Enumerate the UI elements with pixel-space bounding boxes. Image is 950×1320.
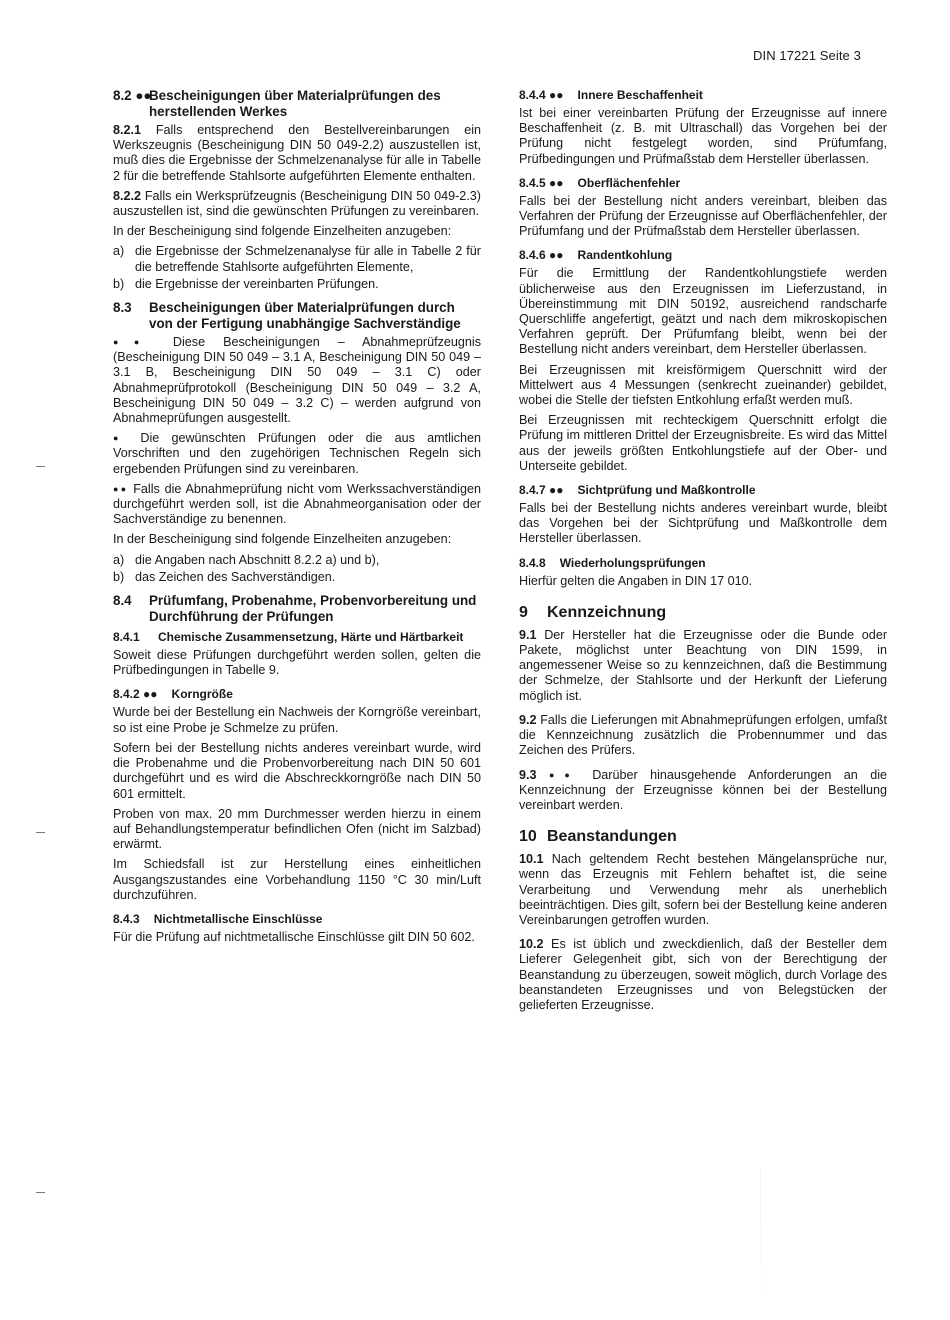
subsection-8-4-1-heading — [113, 630, 481, 645]
paragraph-number: 10.2 — [519, 937, 544, 952]
paragraph-text: In der Bescheinigung sind folgende Einzelheiten anzugeben: — [113, 224, 452, 239]
left-column — [113, 88, 481, 950]
subsection-number: 8.4.6 ●● — [519, 248, 564, 263]
subsection-title: Oberflächenfehler — [577, 175, 681, 190]
subsection-8-4-6-heading — [519, 248, 887, 263]
paragraph-text: Im Schiedsfall ist zur Herstellung eines einheitlichen Ausgangszustandes eine Vorbehandlung 1150 °C 30 min/Luft durchzuführen. — [113, 857, 481, 902]
paragraph-8-3-a — [113, 335, 481, 426]
paragraph-text: Falls die Lieferungen mit Abnahmeprüfungen erfolgen, umfaßt die Kennzeichnung zusätzlich die Probennummer und das Zeichen des Prüfers. — [519, 712, 888, 758]
list-text: das Zeichen des Sachverständigen. — [135, 569, 336, 584]
list-text: die Ergebnisse der Schmelzenanalyse für alle in Tabelle 2 für die betreffende Stahlsorte aufgeführten Elemente, — [135, 244, 481, 274]
section-number: 8.2 ●● — [113, 88, 152, 103]
subsection-title: Nichtmetallische Einschlüsse — [153, 911, 323, 926]
paragraph-text: Sofern bei der Bestellung nichts anderes vereinbart wurde, wird die Probenahme und die Probenvorbereitung nach DIN 50 601 durchgeführt und es wird die Abschreckkorngröße nach DIN 50 601 ermittelt. — [113, 740, 481, 801]
section-10-heading — [519, 827, 887, 847]
subsection-8-4-2-heading — [113, 687, 481, 702]
paragraph-number: 9.1 — [519, 627, 537, 642]
paragraph-10-1 — [519, 852, 887, 928]
margin-mark — [36, 832, 45, 833]
section-8-4-heading — [113, 593, 481, 625]
paragraph-text: In der Bescheinigung sind folgende Einzelheiten anzugeben: — [113, 532, 452, 547]
subsection-title: Korngröße — [171, 687, 233, 702]
paragraph-text: Die gewünschten Prüfungen oder die aus amtlichen Vorschriften und den zugehörigen Technischen Regeln sich ergebenden Prüfungen sind zu vereinbaren. — [113, 431, 481, 476]
list-marker: a) — [113, 552, 125, 567]
paragraph-text: Ist bei einer vereinbarten Prüfung der Erzeugnisse auf innere Beschaffenheit (z. B. mit Ultraschall) das Vorgehen bei der Prüfung nicht festgelegt worden, sind Prüfumfang, Prüfbedingungen und Prüfmaßstab dem Hersteller überlassen. — [519, 106, 887, 166]
section-8-2-heading — [113, 88, 481, 120]
list-marker: a) — [113, 244, 125, 259]
page-header: DIN 17221 Seite 3 — [753, 48, 861, 63]
scan-artifact — [760, 1170, 761, 1310]
subsection-number: 8.4.5 ●● — [519, 175, 564, 190]
section-title: Kennzeichnung — [547, 603, 667, 621]
paragraph-text: Für die Ermittlung der Randentkohlungstiefe werden üblicherweise aus den Erzeugnissen im Lieferzustand, in Übereinstimmung mit DIN 50192, ausreichend randscharfe Querschliffe angefertigt, geätzt und nach dem mikroskopischen Verfahren geprüft. Der Prüfumfang bleibt, wenn bei der Bestellung nicht anders vereinbart, dem Hersteller überlassen. — [519, 266, 887, 357]
paragraph-text: Falls ein Werksprüfzeugnis (Bescheinigung DIN 50 049-2.3) auszustellen ist, sind die gewünschten Prüfungen zu vereinbaren. — [113, 188, 482, 219]
section-9-heading — [519, 603, 887, 623]
list-item — [113, 570, 481, 585]
subsection-number: 8.4.3 — [113, 911, 140, 926]
subsection-title: Sichtprüfung und Maßkontrolle — [577, 483, 756, 498]
paragraph-text: Hierfür gelten die Angaben in DIN 17 010. — [519, 573, 753, 588]
section-number: 10 — [519, 828, 537, 846]
section-number: 8.4 — [113, 593, 132, 609]
paragraph-text: Falls entsprechend den Bestellvereinbarungen ein Werkszeugnis (Bescheinigung DIN 50 049-2.2) auszustellen ist, muß dies die Ergebnisse der Schmelzenanalyse für alle in Tabelle 2 für die betreffende Stahlsorte aufgeführten Elemente enthalten. — [113, 123, 482, 183]
marker-dots: ●● — [548, 769, 580, 780]
list-text: die Angaben nach Abschnitt 8.2.2 a) und b), — [135, 552, 380, 567]
list-item — [113, 553, 481, 568]
section-number: 9 — [519, 603, 528, 621]
subsection-title: Innere Beschaffenheit — [577, 88, 703, 102]
list-marker: b) — [113, 276, 125, 291]
marker-dots: ● — [113, 433, 129, 444]
subsection-title: Wiederholungsprüfungen — [559, 555, 706, 570]
paragraph-8-3-c — [113, 482, 481, 528]
margin-mark — [36, 1192, 45, 1193]
section-title: Prüfumfang, Probenahme, Probenvorbereitung und Durchführung der Prüfungen — [149, 593, 477, 625]
paragraph-9-1 — [519, 628, 887, 704]
paragraph-number: 8.2.2 — [113, 188, 142, 203]
section-title: Bescheinigungen über Materialprüfungen des herstellenden Werkes — [149, 88, 441, 119]
subsection-number: 8.4.1 — [113, 630, 140, 645]
margin-mark — [36, 466, 45, 467]
paragraph-text: Nach geltendem Recht bestehen Mängelansprüche nur, wenn das Erzeugnis mit Fehlern behaftet ist, die seine Verarbeitung und Verwendung mehr als unerheblich beeinträchtigen. Dies gilt, sofern bei der Bestellung keine anderen Vereinbarungen getroffen wurden. — [519, 852, 887, 927]
subsection-number: 8.4.4 ●● — [519, 88, 564, 102]
list-8-3 — [113, 553, 481, 585]
subsection-number: 8.4.2 ●● — [113, 687, 158, 702]
section-number: 8.3 — [113, 300, 132, 316]
section-title: Beanstandungen — [547, 828, 677, 846]
paragraph-text: Falls die Abnahmeprüfung nicht vom Werkssachverständigen durchgeführt werden soll, ist die Abnahmeorganisation oder der Sachverständige zu benennen. — [113, 481, 481, 527]
paragraph-8-2-2 — [113, 189, 481, 219]
subsection-8-4-4-heading — [519, 88, 887, 103]
paragraph-text: Soweit diese Prüfungen durchgeführt werden sollen, gelten die Prüfbedingungen in Tabelle 9. — [113, 648, 481, 678]
subsection-8-4-3-heading — [113, 912, 481, 927]
paragraph-10-2 — [519, 937, 887, 1013]
subsection-8-4-8-heading — [519, 556, 887, 571]
subsection-8-4-5-heading — [519, 176, 887, 191]
subsection-number: 8.4.7 ●● — [519, 483, 564, 498]
paragraph-text: Falls bei der Bestellung nicht anders vereinbart, bleiben das Verfahren der Prüfung der Erzeugnisse auf Oberflächenfehler, der Prüfumfang und der Prüfmaßstab dem Hersteller überlassen. — [519, 193, 887, 239]
paragraph-text: Wurde bei der Bestellung ein Nachweis der Korngröße vereinbart, so ist eine Probe je Schmelze zu prüfen. — [113, 705, 481, 735]
right-column — [519, 88, 887, 1022]
paragraph-text: Bei Erzeugnissen mit kreisförmigem Querschnitt wird der Mittelwert aus 4 Messungen (senkrecht zueinander) gebildet, wobei die Stelle der tiefsten Entkohlung erfaßt werden muß. — [519, 362, 887, 408]
paragraph-9-3 — [519, 768, 887, 814]
marker-dots: ●● — [113, 483, 129, 494]
list-item — [113, 244, 481, 274]
paragraph-text: Für die Prüfung auf nichtmetallische Einschlüsse gilt DIN 50 602. — [113, 929, 475, 944]
marker-dots: ●● — [113, 337, 155, 348]
paragraph-text: Der Hersteller hat die Erzeugnisse oder die Bunde oder Pakete, möglichst unter Beachtung von DIN 1599, in angemessener Weise so zu kennzeichnen, daß die Bestimmung der Schmelze, der Stahlsorte und der Herkunft der Lieferung möglich ist. — [519, 627, 888, 703]
subsection-title: Chemische Zusammensetzung, Härte und Härtbarkeit — [158, 630, 464, 645]
paragraph-8-2-1 — [113, 123, 481, 184]
section-title: Bescheinigungen über Materialprüfungen durch von der Fertigung unabhängige Sachverständige — [149, 300, 461, 332]
paragraph-number: 10.1 — [519, 852, 544, 867]
subsection-number: 8.4.8 — [519, 555, 546, 570]
subsection-title: Randentkohlung — [577, 248, 673, 263]
paragraph-number: 9.2 — [519, 712, 537, 727]
paragraph-text: Diese Bescheinigungen – Abnahmeprüfzeugnis (Bescheinigung DIN 50 049 – 3.1 A, Bescheinigung DIN 50 049 – 3.1 B, Bescheinigung DIN 50 049 – 3.1 C) oder Abnahmeprüfprotokoll (Bescheinigung DIN 50 049 – 3.2 A, Bescheinigung DIN 50 049 – 3.2 C) – werden aufgrund von Abnahmeprüfungen ausgestellt. — [113, 335, 482, 426]
paragraph-text: Bei Erzeugnissen mit rechteckigem Querschnitt erfolgt die Prüfung im mittleren Drittel der Erzeugnisbreite. Es wird das Mittel aus der jeweils größten Entkohlungstiefe auf der Ober- und Unterseite gebildet. — [519, 413, 887, 473]
subsection-8-4-7-heading — [519, 483, 887, 498]
paragraph-8-3-b — [113, 431, 481, 477]
section-8-3-heading — [113, 300, 481, 332]
paragraph-number: 8.2.1 — [113, 123, 142, 137]
list-item — [113, 277, 481, 292]
list-8-2-2 — [113, 244, 481, 292]
list-marker: b) — [113, 569, 125, 584]
paragraph-9-2 — [519, 713, 887, 759]
paragraph-text: Es ist üblich und zweckdienlich, daß der Besteller dem Lieferer Gelegenheit gibt, sich von der Berechtigung der Beanstandung zu überzeugen, soweit möglich, durch Vorlage des beanstandeten Erzeugnisses und von Belegstücken der gelieferten Erzeugnisse. — [519, 937, 888, 1012]
paragraph-number: 9.3 — [519, 767, 537, 782]
paragraph-text: Darüber hinausgehende Anforderungen an die Kennzeichnung der Erzeugnisse können bei der Bestellung vereinbart werden. — [519, 767, 888, 812]
paragraph-text: Proben von max. 20 mm Durchmesser werden hierzu in einem auf Behandlungstemperatur befindlichen Ofen (nicht im Salzbad) erwärmt. — [113, 806, 481, 852]
list-text: die Ergebnisse der vereinbarten Prüfungen. — [135, 276, 379, 291]
paragraph-text: Falls bei der Bestellung nichts anderes vereinbart wurde, bleibt das Vorgehen bei der Sichtprüfung und Maßkontrolle dem Hersteller überlassen. — [519, 501, 887, 546]
